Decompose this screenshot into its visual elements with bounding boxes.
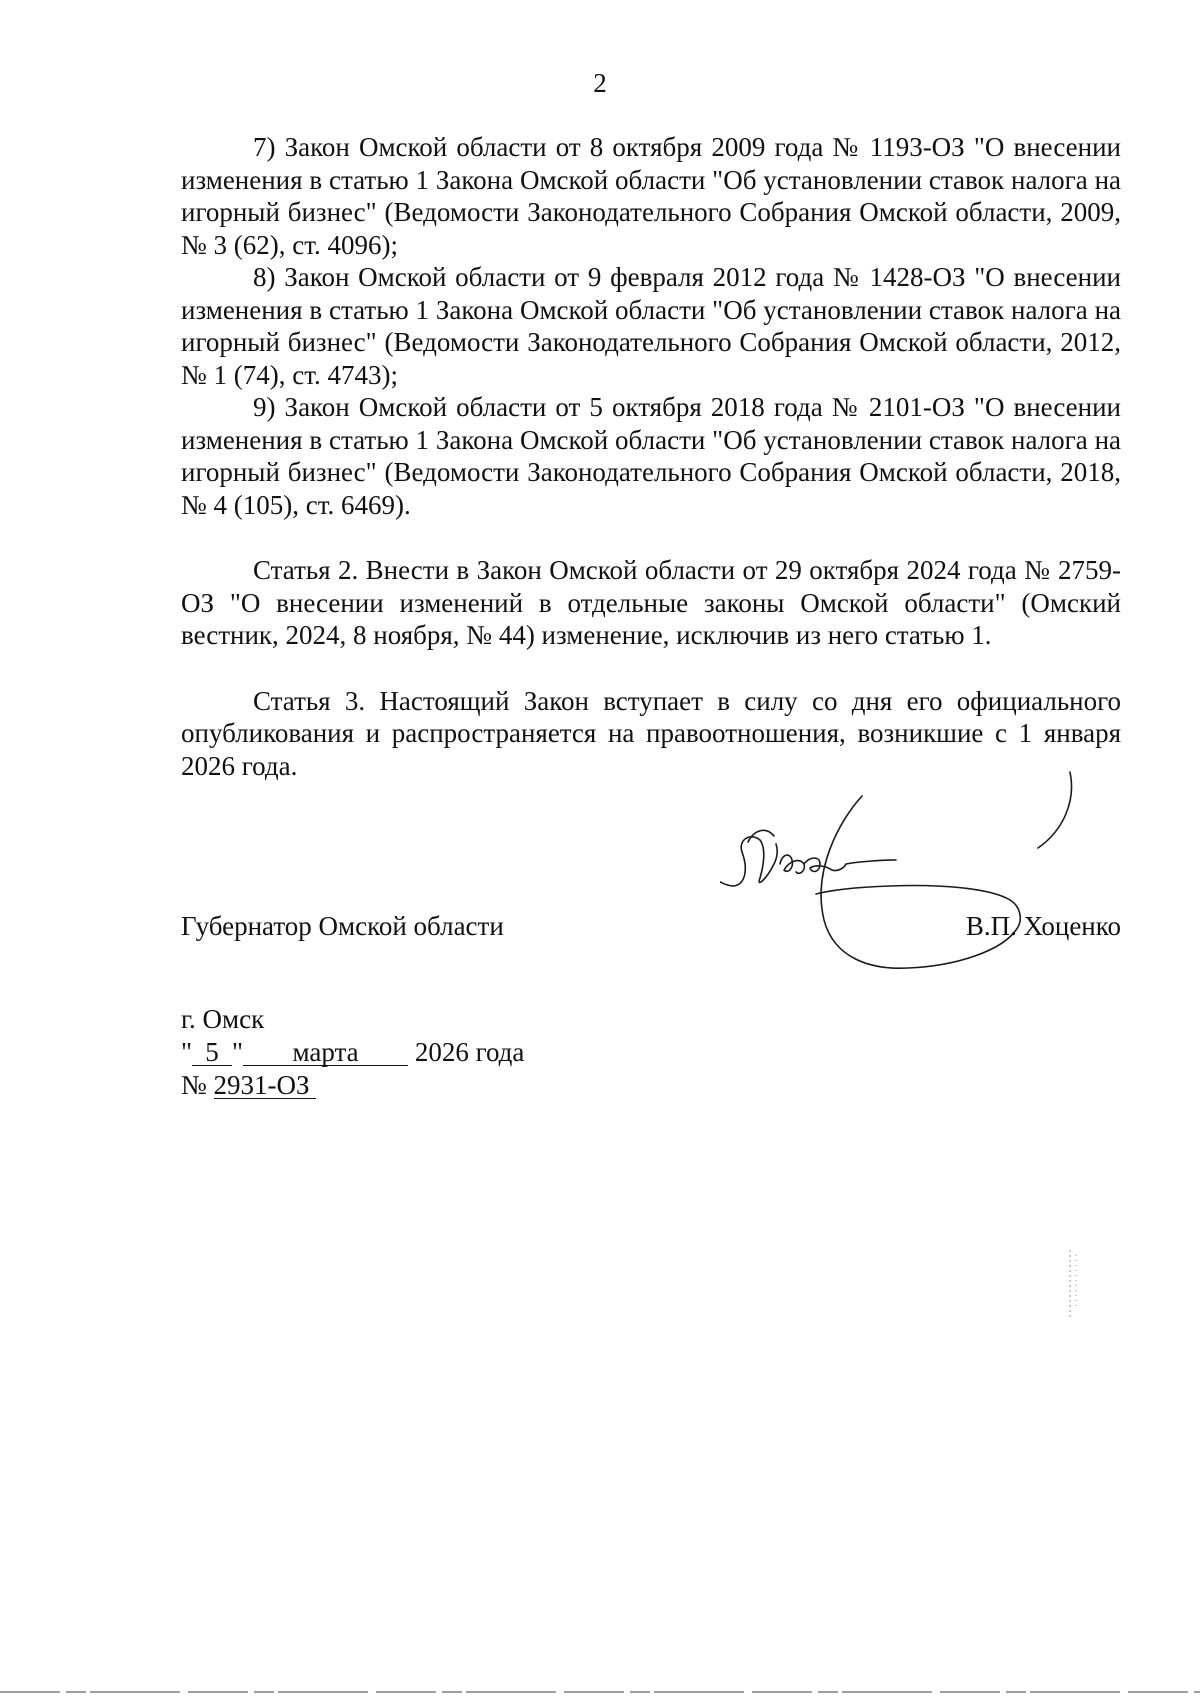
law-number: 2931-ОЗ — [214, 1072, 316, 1099]
signatory-name: В.П. Хоценко — [965, 911, 1121, 941]
quote-close: " — [232, 1037, 244, 1067]
list-item-8: 8) Закон Омской области от 9 февраля 2012 года № 1428-ОЗ "О внесении изменения в статью 1 Закона Омской области "Об установлении ставок налога на игорный бизнес" (Ведомости Законодательного Собрания Омской области, 2012, № 1 (74), ст. 4743); — [181, 262, 1121, 390]
page-number: 2 — [593, 68, 607, 98]
city-name: г. Омск — [181, 1004, 265, 1034]
date-month: марта — [243, 1039, 408, 1066]
list-item-9: 9) Закон Омской области от 5 октября 2018 года № 2101-ОЗ "О внесении изменения в статью 1 Закона Омской области "Об установлении ставок налога на игорный бизнес" (Ведомости Законодательного Собрания Омской области, 2018, № 4 (105), ст. 6469). — [181, 392, 1121, 520]
quote-open: " — [181, 1037, 193, 1067]
article-3: Статья 3. Настоящий Закон вступает в силу со дня его официального опубликования и распространяется на правоотношения, возникшие с 1 января 2026 года. — [181, 685, 1121, 781]
number-sign: № — [181, 1070, 207, 1100]
signatory-title: Губернатор Омской области — [181, 911, 504, 941]
list-item-7: 7) Закон Омской области от 8 октября 2009 года № 1193-ОЗ "О внесении изменения в статью 1 Закона Омской области "Об установлении ставок налога на игорный бизнес" (Ведомости Законодательного Собрания Омской области, 2009, № 3 (62), ст. 4096); — [181, 132, 1121, 260]
date-year: 2026 года — [414, 1037, 525, 1067]
date-day: 5 — [192, 1039, 232, 1066]
article-2: Статья 2. Внести в Закон Омской области от 29 октября 2024 года № 2759-ОЗ "О внесении изменений в отдельные законы Омской области" (Омский вестник, 2024, 8 ноября, № 44) изменение, исключив из него статью 1. — [181, 555, 1121, 650]
